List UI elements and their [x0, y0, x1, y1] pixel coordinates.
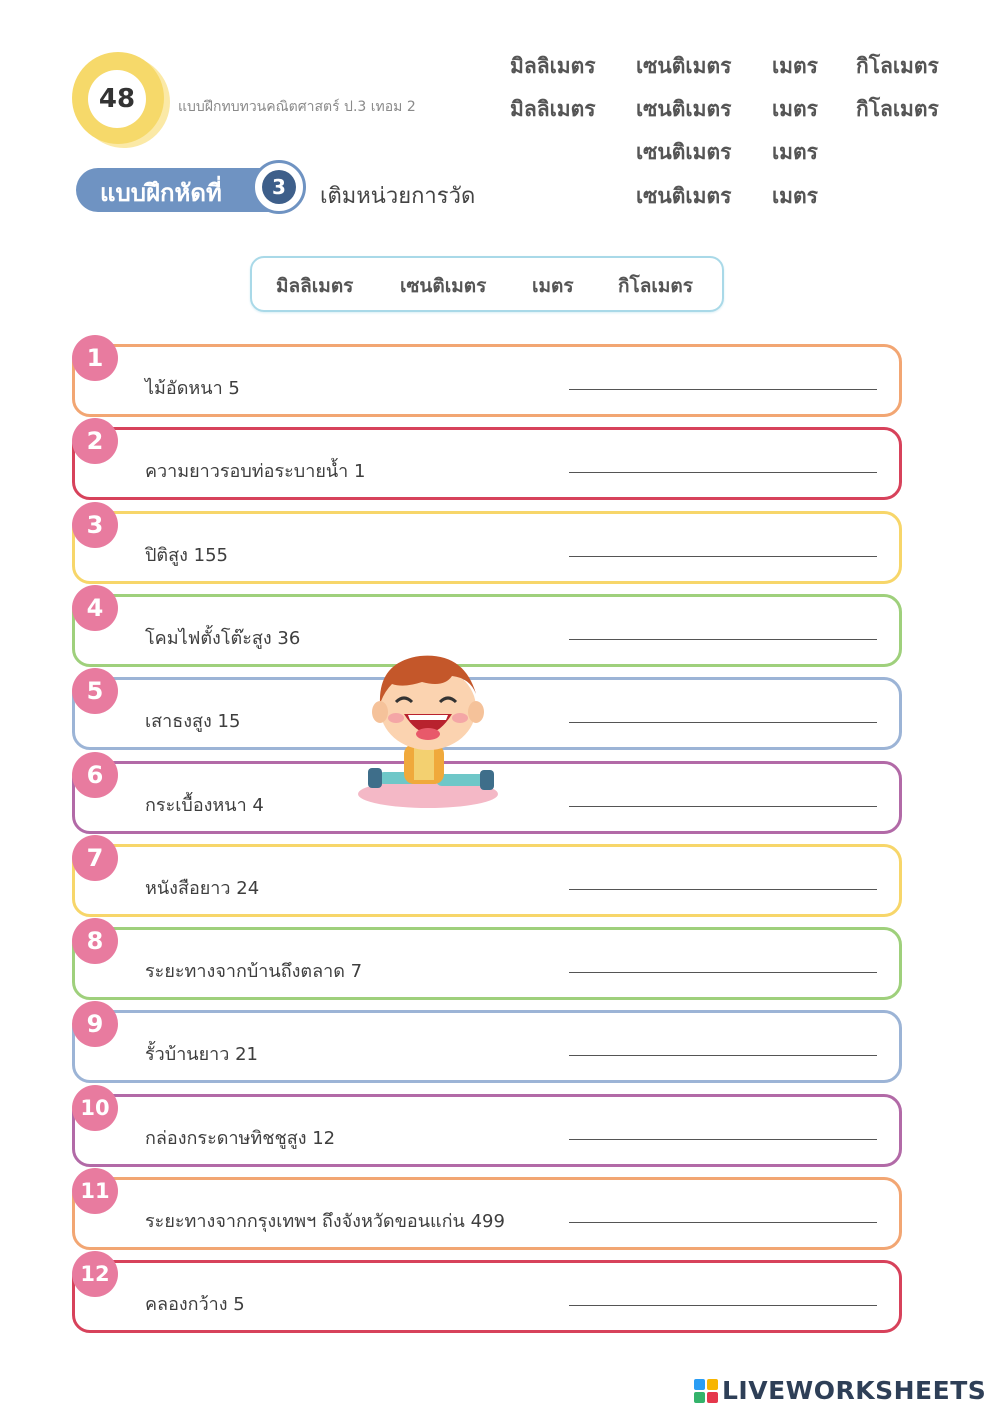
question-number: 4: [72, 585, 118, 631]
answer-blank[interactable]: [569, 1055, 877, 1056]
exercise-number-badge: [252, 160, 306, 214]
question-text: หนังสือยาว 24: [145, 878, 260, 899]
question-text: คลองกว้าง 5: [145, 1294, 245, 1315]
exercise-number: 3: [262, 170, 296, 204]
answer-blank[interactable]: [569, 1222, 877, 1223]
logo-mark-icon: [694, 1379, 718, 1403]
word-bank-item[interactable]: เซนติเมตร: [636, 140, 732, 164]
question-number: 11: [72, 1168, 118, 1214]
word-bank-item[interactable]: เซนติเมตร: [636, 54, 732, 78]
question-number: 10: [72, 1085, 118, 1131]
question-text: โคมไฟตั้งโต๊ะสูง 36: [145, 628, 301, 649]
cartoon-boy-illustration: [352, 648, 504, 812]
question-number: 5: [72, 668, 118, 714]
question-number: 3: [72, 502, 118, 548]
question-text: กล่องกระดาษทิชชูสูง 12: [145, 1128, 336, 1149]
answer-blank[interactable]: [569, 639, 877, 640]
unit-word-box: [250, 256, 724, 312]
question-row: [72, 1094, 902, 1167]
word-box-item: เมตร: [532, 275, 574, 297]
word-box-item: เซนติเมตร: [400, 275, 487, 297]
question-text: ความยาวรอบท่อระบายน้ำ 1: [145, 461, 366, 482]
word-bank-item[interactable]: มิลลิเมตร: [510, 97, 596, 121]
page-number: 48: [88, 70, 146, 128]
question-text: ระยะทางจากบ้านถึงตลาด 7: [145, 961, 363, 982]
question-text: รั้วบ้านยาว 21: [145, 1044, 259, 1065]
word-bank-item[interactable]: เซนติเมตร: [636, 97, 732, 121]
question-row: [72, 511, 902, 584]
question-number: 7: [72, 835, 118, 881]
question-row: [72, 927, 902, 1000]
question-text: กระเบื้องหนา 4: [145, 795, 264, 816]
answer-blank[interactable]: [569, 1305, 877, 1306]
question-row: [72, 427, 902, 500]
answer-blank[interactable]: [569, 972, 877, 973]
word-box-item: กิโลเมตร: [618, 275, 693, 297]
question-text: ไม้อัดหนา 5: [145, 378, 240, 399]
word-bank-item[interactable]: กิโลเมตร: [856, 97, 939, 121]
question-text: ปิติสูง 155: [145, 545, 228, 566]
word-bank-item[interactable]: กิโลเมตร: [856, 54, 939, 78]
question-number: 2: [72, 418, 118, 464]
liveworksheets-logo[interactable]: [694, 1376, 986, 1405]
question-row: [72, 1177, 902, 1250]
question-row: [72, 844, 902, 917]
question-row: [72, 344, 902, 417]
question-text: ระยะทางจากกรุงเทพฯ ถึงจังหวัดขอนแก่น 499: [145, 1211, 505, 1232]
word-bank-item[interactable]: เมตร: [772, 140, 818, 164]
word-bank-item[interactable]: เมตร: [772, 97, 818, 121]
word-bank-item[interactable]: เมตร: [772, 184, 818, 208]
word-bank-item[interactable]: มิลลิเมตร: [510, 54, 596, 78]
question-number: 1: [72, 335, 118, 381]
exercise-label: แบบฝึกหัดที่: [100, 179, 222, 207]
question-number: 9: [72, 1001, 118, 1047]
answer-blank[interactable]: [569, 556, 877, 557]
answer-blank[interactable]: [569, 1139, 877, 1140]
question-number: 6: [72, 752, 118, 798]
page-number-badge: [72, 52, 164, 144]
answer-blank[interactable]: [569, 889, 877, 890]
book-title: แบบฝึกทบทวนคณิตศาสตร์ ป.3 เทอม 2: [178, 99, 416, 115]
answer-blank[interactable]: [569, 389, 877, 390]
word-bank-item[interactable]: เซนติเมตร: [636, 184, 732, 208]
logo-text: LIVEWORKSHEETS: [722, 1376, 987, 1405]
question-number: 12: [72, 1251, 118, 1297]
word-box-item: มิลลิเมตร: [276, 275, 354, 297]
word-bank-item[interactable]: เมตร: [772, 54, 818, 78]
answer-blank[interactable]: [569, 806, 877, 807]
exercise-title: เติมหน่วยการวัด: [320, 184, 476, 209]
question-row: [72, 1010, 902, 1083]
question-text: เสาธงสูง 15: [145, 711, 241, 732]
question-number: 8: [72, 918, 118, 964]
answer-blank[interactable]: [569, 472, 877, 473]
answer-blank[interactable]: [569, 722, 877, 723]
question-row: [72, 1260, 902, 1333]
